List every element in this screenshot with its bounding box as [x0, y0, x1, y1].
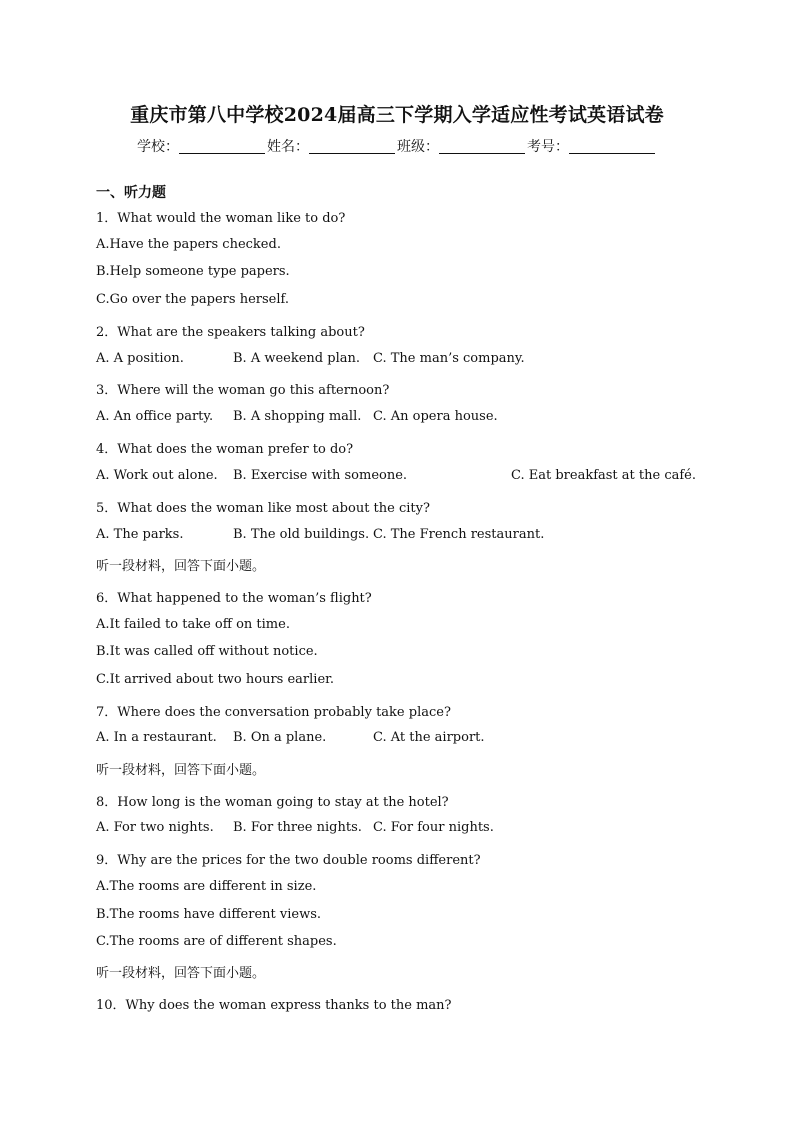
name-label: 姓名： [267, 139, 309, 155]
question-4-stem: 4．What does the woman prefer to do? [96, 442, 354, 457]
question-8-option-c: C. For four nights. [373, 820, 494, 835]
number-blank [569, 139, 655, 154]
instruction-1: 听一段材料，回答下面小题。 [96, 559, 266, 574]
question-10-stem: 10．Why does the woman express thanks to the man? [96, 998, 452, 1013]
question-8-stem: 8．How long is the woman going to stay at the hotel? [96, 795, 449, 810]
question-1-stem: 1．What would the woman like to do? [96, 211, 346, 226]
school-blank [179, 139, 265, 154]
question-7-option-c: C. At the airport. [373, 730, 485, 745]
question-7-option-b: B. On a plane. [233, 730, 327, 745]
question-4-option-b: B. Exercise with someone. [233, 468, 408, 483]
question-9-option-a: A.The rooms are different in size. [96, 879, 317, 894]
number-label: 考号： [527, 139, 569, 155]
question-2-option-b: B. A weekend plan. [233, 351, 360, 366]
question-5-option-a: A. The parks. [96, 527, 184, 542]
question-8-option-b: B. For three nights. [233, 820, 362, 835]
question-5-option-c: C. The French restaurant. [373, 527, 545, 542]
question-6-option-b: B.It was called off without notice. [96, 644, 318, 659]
question-6-stem: 6．What happened to the woman’s flight? [96, 591, 372, 606]
section-title: 一、听力题 [96, 185, 166, 201]
question-1-option-a: A.Have the papers checked. [96, 237, 281, 252]
name-blank [309, 139, 395, 154]
question-4-option-a: A. Work out alone. [96, 468, 218, 483]
question-5-stem: 5．What does the woman like most about the city? [96, 501, 430, 516]
question-7-stem: 7．Where does the conversation probably take place? [96, 705, 451, 720]
question-5-option-b: B. The old buildings. [233, 527, 370, 542]
question-2-stem: 2．What are the speakers talking about? [96, 325, 365, 340]
exam-title: 重庆市第八中学校2024届高三下学期入学适应性考试英语试卷 [130, 104, 664, 126]
question-4-option-c: C. Eat breakfast at the café. [511, 468, 696, 483]
question-1-option-b: B.Help someone type papers. [96, 264, 290, 279]
question-2-option-a: A. A position. [96, 351, 184, 366]
question-8-options [96, 820, 494, 835]
question-6-option-c: C.It arrived about two hours earlier. [96, 672, 335, 687]
question-3-option-a: A. An office party. [96, 409, 214, 424]
class-blank [439, 139, 525, 154]
question-7-options [96, 730, 485, 745]
question-3-options [96, 409, 498, 424]
student-info-row [0, 136, 794, 156]
instruction-2: 听一段材料，回答下面小题。 [96, 763, 266, 778]
class-label: 班级： [397, 139, 439, 155]
question-4-options [96, 468, 696, 483]
question-6-option-a: A.It failed to take off on time. [96, 617, 290, 632]
question-9-option-c: C.The rooms are of different shapes. [96, 934, 337, 949]
question-3-option-b: B. A shopping mall. [233, 409, 362, 424]
instruction-3: 听一段材料，回答下面小题。 [96, 966, 266, 981]
question-2-options [96, 351, 525, 366]
question-7-option-a: A. In a restaurant. [96, 730, 217, 745]
question-1-option-c: C.Go over the papers herself. [96, 292, 289, 307]
question-8-option-a: A. For two nights. [96, 820, 214, 835]
question-9-stem: 9．Why are the prices for the two double rooms different? [96, 853, 481, 868]
question-9-option-b: B.The rooms have different views. [96, 907, 322, 922]
question-5-options [96, 527, 544, 542]
question-3-option-c: C. An opera house. [373, 409, 498, 424]
question-2-option-c: C. The man’s company. [373, 351, 525, 366]
question-3-stem: 3．Where will the woman go this afternoon? [96, 383, 390, 398]
school-label: 学校： [137, 139, 179, 155]
